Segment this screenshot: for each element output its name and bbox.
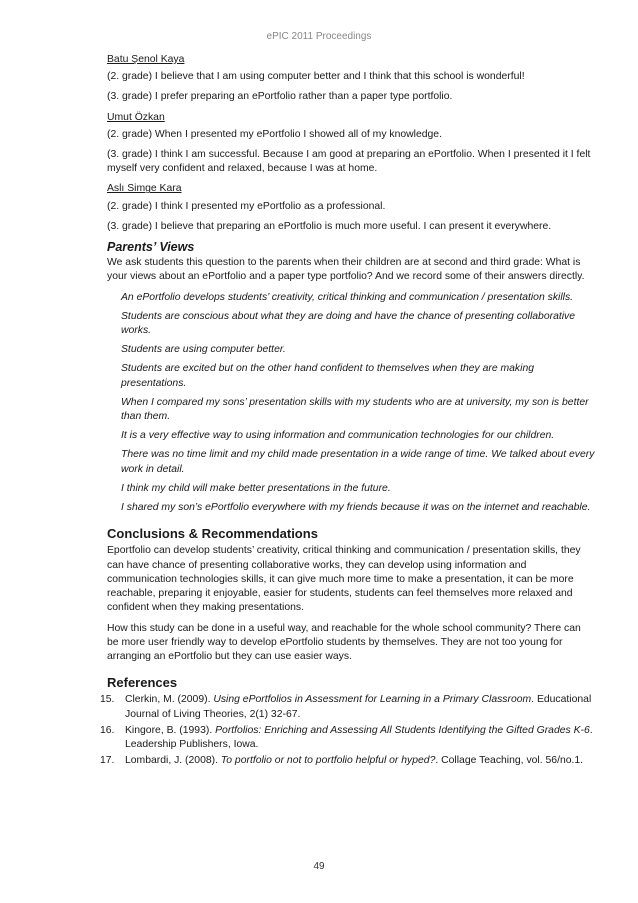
student-quote: (3. grade) I prefer preparing an ePortfolio rather than a paper type portfolio. [107,91,453,103]
student-entry [107,53,595,105]
parent-quote: Students are excited but on the other hand confident to themselves when they are making presentations. [121,363,534,389]
reference-item [100,754,595,768]
reference-item [100,724,595,752]
page-content [100,53,595,770]
reference-source: . Educational Journal of Living Theories, 2(1) 32-67. [125,694,592,720]
parents-views-heading: Parents’ Views [107,240,195,255]
student-quote: (2. grade) I believe that I am using computer better and I think that this school is wonderful! [107,71,525,83]
student-entry [107,182,595,234]
reference-title: To portfolio or not to portfolio helpful or hyped? [220,755,436,767]
reference-number: 17. [100,755,115,767]
reference-text [125,724,595,752]
references-heading: References [107,675,178,691]
reference-source: . Collage Teaching, vol. 56/no.1. [435,755,584,767]
reference-author: Clerkin, M. (2009). [125,694,214,706]
parent-quote: I think my child will make better presentations in the future. [121,482,391,494]
student-quote: (3. grade) I believe that preparing an ePortfolio is much more useful. I can present it everywhere. [107,220,552,232]
reference-number: 15. [100,694,115,706]
parent-quote: An ePortfolio develops students’ creativity, critical thinking and communication / presentation skills. [121,291,574,303]
parents-views-intro: We ask students this question to the parents when their children are at second and third grade: What is your views about an ePortfolio and a paper type portfolio? And we record some of their answers directly. [107,257,585,283]
parent-quote: When I compared my sons’ presentation skills with my students who are at university, my son is better than them. [121,396,589,423]
parent-quote: Students are using computer better. [121,344,286,356]
conclusions-paragraph: How this study can be done in a useful way, and reachable for the whole school community? There can be more user friendly way to develop ePortfolio students by themselves. They are not too young for arranging an ePortfolio but they can use easier ways. [107,622,581,662]
reference-author: Lombardi, J. (2008). [125,755,221,767]
reference-author: Kingore, B. (1993). [125,724,216,736]
conclusions-heading: Conclusions & Recommendations [107,526,318,542]
student-quote: (3. grade) I think I am successful. Because I am good at preparing an ePortfolio. When I presented it I felt myself very confident and relaxed, because I was at home. [107,149,591,175]
parent-quote: There was no time limit and my child made presentation in a wide range of time. We talked about every work in detail. [121,449,595,475]
reference-title: Portfolios: Enriching and Assessing All Students Identifying the Gifted Grades K-6 [215,724,590,736]
running-header: ePIC 2011 Proceedings [266,31,372,42]
parent-quote: I shared my son’s ePortfolio everywhere with my friends because it was on the internet and reachable. [121,502,591,514]
parent-quote: Students are conscious about what they are doing and have the chance of presenting collaborative works. [121,310,576,337]
reference-text [125,693,595,721]
student-quote: (2. grade) When I presented my ePortfolio I showed all of my knowledge. [107,128,442,140]
reference-source: . Leadership Publishers, Iowa. [125,724,593,750]
student-entry [107,111,595,177]
reference-text [125,754,595,768]
page-number: 49 [313,861,325,872]
reference-title: Using ePortfolios in Assessment for Learning in a Primary Classroom [213,694,532,706]
reference-item [100,693,595,721]
parent-quote: It is a very effective way to using information and communication technologies for our children. [121,430,555,442]
student-name: Umut Özkan [107,111,165,123]
student-quote: (2. grade) I think I presented my ePortfolio as a professional. [107,200,386,212]
reference-number: 16. [100,724,115,736]
student-name: Batu Şenol Kaya [107,54,185,65]
conclusions-paragraph: Eportfolio can develop students’ creativity, critical thinking and communication / presentation skills, they can have chance of presenting collaborative works, they can develop using information and communication technologies skills, it can give much more time to make a presentation, it can be more reachable, preparing it enjoyable, easier for students, students can feel themselves more relaxed and confident when they making presentations. [107,545,581,614]
student-name: Aslı Simge Kara [107,183,182,195]
